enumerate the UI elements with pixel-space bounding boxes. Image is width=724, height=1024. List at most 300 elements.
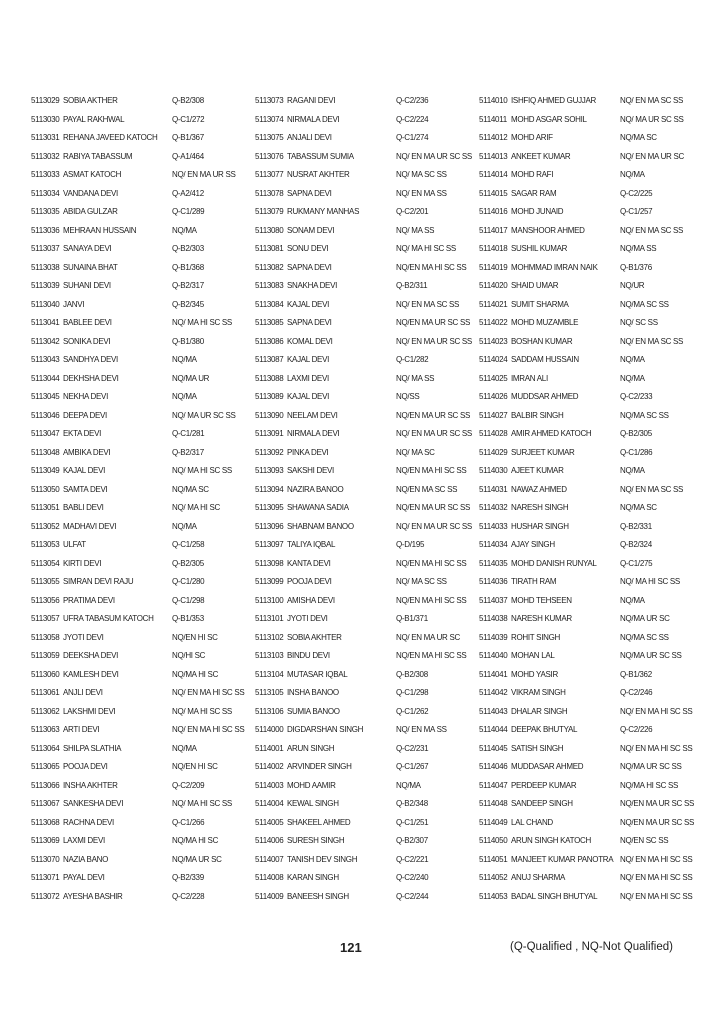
table-row bbox=[255, 225, 480, 244]
candidate-name: SAMTA DEVI bbox=[63, 484, 108, 494]
roll-number: 5113035 bbox=[31, 207, 60, 216]
table-row bbox=[479, 761, 704, 780]
roll-number: 5113046 bbox=[31, 410, 60, 420]
roll-number: 5114018 bbox=[479, 244, 508, 253]
roll-number: 5113064 bbox=[31, 743, 60, 753]
table-row bbox=[479, 114, 704, 133]
candidate-name: PINKA DEVI bbox=[287, 447, 329, 457]
result-status: NQ/ EN MA HI SC SS bbox=[172, 725, 245, 734]
roll-number: 5114041 bbox=[479, 669, 508, 679]
candidate-name: HUSHAR SINGH bbox=[511, 521, 569, 531]
result-status: Q-B2/305 bbox=[620, 429, 652, 438]
table-row bbox=[479, 539, 704, 558]
result-status: Q-C2/225 bbox=[620, 188, 653, 198]
candidate-name: SANDEEP SINGH bbox=[511, 799, 573, 808]
candidate-name: NARESH SINGH bbox=[511, 503, 569, 512]
table-row bbox=[255, 428, 480, 447]
roll-number: 5113077 bbox=[255, 170, 284, 179]
roll-number: 5113098 bbox=[255, 558, 284, 568]
candidate-name: SANDHYA DEVI bbox=[63, 355, 118, 364]
table-row bbox=[479, 465, 704, 484]
result-status: Q-B2/308 bbox=[396, 669, 428, 679]
result-status: NQ/ MA SS bbox=[396, 373, 435, 383]
roll-number: 5113095 bbox=[255, 503, 284, 512]
roll-number: 5113045 bbox=[31, 392, 60, 401]
roll-number: 5113059 bbox=[31, 651, 60, 660]
table-row bbox=[31, 539, 256, 558]
result-status: NQ/EN MA SC SS bbox=[396, 484, 458, 494]
table-row bbox=[479, 558, 704, 577]
candidate-name: EKTA DEVI bbox=[63, 429, 102, 438]
result-status: NQ/EN MA HI SC SS bbox=[396, 595, 467, 605]
roll-number: 5114000 bbox=[255, 725, 284, 734]
candidate-name: KARAN SINGH bbox=[287, 873, 339, 882]
table-row bbox=[255, 354, 480, 373]
candidate-name: SAPNA DEVI bbox=[287, 318, 332, 327]
result-status: Q-B2/324 bbox=[620, 540, 652, 549]
result-status: Q-C2/209 bbox=[172, 780, 205, 790]
result-status: NQ/EN HI SC bbox=[172, 762, 218, 771]
roll-number: 5113084 bbox=[255, 299, 284, 309]
table-row bbox=[255, 539, 480, 558]
result-status: NQ/MA UR SC SS bbox=[620, 762, 682, 771]
candidate-name: SHABNAM BANOO bbox=[287, 521, 354, 531]
table-row bbox=[31, 317, 256, 336]
roll-number: 5113030 bbox=[31, 114, 60, 124]
roll-number: 5113051 bbox=[31, 503, 60, 512]
candidate-name: IMRAN ALI bbox=[511, 373, 548, 383]
result-status: Q-C1/289 bbox=[172, 207, 205, 216]
table-row bbox=[479, 743, 704, 762]
table-row bbox=[255, 761, 480, 780]
roll-number: 5113041 bbox=[31, 318, 60, 327]
table-row bbox=[31, 391, 256, 410]
table-row bbox=[255, 169, 480, 188]
table-row bbox=[31, 650, 256, 669]
candidate-name: INSHA BANOO bbox=[287, 688, 339, 697]
roll-number: 5114012 bbox=[479, 133, 508, 142]
candidate-name: POOJA DEVI bbox=[63, 762, 108, 771]
roll-number: 5113048 bbox=[31, 447, 60, 457]
table-row bbox=[479, 595, 704, 614]
result-status: NQ/MA bbox=[172, 355, 197, 364]
candidate-name: MEHRAAN HUSSAIN bbox=[63, 225, 137, 235]
table-row bbox=[255, 114, 480, 133]
candidate-name: BABLEE DEVI bbox=[63, 318, 112, 327]
table-row bbox=[255, 872, 480, 891]
candidate-name: NAWAZ AHMED bbox=[511, 484, 567, 494]
table-row bbox=[479, 428, 704, 447]
roll-number: 5113093 bbox=[255, 466, 284, 475]
roll-number: 5114006 bbox=[255, 836, 284, 845]
roll-number: 5113097 bbox=[255, 540, 284, 549]
roll-number: 5114044 bbox=[479, 725, 508, 734]
candidate-name: ABIDA GULZAR bbox=[63, 207, 118, 216]
roll-number: 5113066 bbox=[31, 780, 60, 790]
roll-number: 5114017 bbox=[479, 225, 508, 235]
result-status: Q-C1/298 bbox=[396, 688, 429, 697]
candidate-name: SONAM DEVI bbox=[287, 225, 335, 235]
result-status: NQ/MA UR SC SS bbox=[620, 651, 682, 660]
result-status: NQ/ EN MA HI SC SS bbox=[620, 873, 693, 882]
candidate-name: BALBIR SINGH bbox=[511, 410, 564, 420]
candidate-name: ARTI DEVI bbox=[63, 725, 100, 734]
candidate-name: ARUN SINGH bbox=[287, 743, 335, 753]
roll-number: 5113088 bbox=[255, 373, 284, 383]
candidate-name: SOBIA AKTHER bbox=[63, 96, 118, 105]
candidate-name: PRATIMA DEVI bbox=[63, 595, 115, 605]
roll-number: 5114001 bbox=[255, 743, 284, 753]
table-row bbox=[255, 558, 480, 577]
result-status: NQ/ MA UR SC SS bbox=[172, 410, 236, 420]
candidate-name: LAKSHMI DEVI bbox=[63, 706, 116, 716]
roll-number: 5114043 bbox=[479, 706, 508, 716]
table-row bbox=[255, 502, 480, 521]
table-row bbox=[255, 706, 480, 725]
result-status: NQ/ MA HI SC SS bbox=[172, 318, 232, 327]
table-row bbox=[31, 632, 256, 651]
table-row bbox=[31, 576, 256, 595]
table-row bbox=[31, 835, 256, 854]
roll-number: 5114048 bbox=[479, 799, 508, 808]
table-row bbox=[255, 280, 480, 299]
table-row bbox=[31, 299, 256, 318]
candidate-name: SURESH SINGH bbox=[287, 836, 345, 845]
table-row bbox=[479, 502, 704, 521]
roll-number: 5113044 bbox=[31, 373, 60, 383]
table-row bbox=[479, 206, 704, 225]
result-status: NQ/ EN MA SC SS bbox=[620, 336, 684, 346]
roll-number: 5114004 bbox=[255, 799, 284, 808]
candidate-name: PAYAL RAKHWAL bbox=[63, 114, 125, 124]
roll-number: 5114035 bbox=[479, 558, 508, 568]
roll-number: 5113038 bbox=[31, 262, 60, 272]
table-row bbox=[31, 891, 256, 910]
roll-number: 5113029 bbox=[31, 96, 60, 105]
roll-number: 5114015 bbox=[479, 188, 508, 198]
table-row bbox=[479, 576, 704, 595]
roll-number: 5113085 bbox=[255, 318, 284, 327]
result-status: NQ/EN MA HI SC SS bbox=[396, 262, 467, 272]
roll-number: 5113031 bbox=[31, 133, 60, 142]
roll-number: 5113060 bbox=[31, 669, 60, 679]
candidate-name: ANJALI DEVI bbox=[287, 133, 332, 142]
table-row bbox=[479, 613, 704, 632]
candidate-name: BABLI DEVI bbox=[63, 503, 104, 512]
table-row bbox=[31, 687, 256, 706]
result-status: NQ/UR bbox=[620, 281, 645, 290]
table-row bbox=[31, 243, 256, 262]
candidate-name: DEEKSHA DEVI bbox=[63, 651, 119, 660]
table-row bbox=[479, 447, 704, 466]
result-status: Q-B1/371 bbox=[396, 614, 428, 623]
result-status: NQ/MA SC SS bbox=[620, 632, 669, 642]
table-row bbox=[31, 95, 256, 114]
candidate-name: AYESHA BASHIR bbox=[63, 891, 123, 901]
table-row bbox=[31, 484, 256, 503]
candidate-name: REHANA JAVEED KATOCH bbox=[63, 133, 158, 142]
roll-number: 5114007 bbox=[255, 854, 284, 864]
candidate-name: NAZIRA BANOO bbox=[287, 484, 344, 494]
table-row bbox=[255, 151, 480, 170]
result-status: Q-A2/412 bbox=[172, 188, 204, 198]
roll-number: 5113053 bbox=[31, 540, 60, 549]
table-row bbox=[479, 521, 704, 540]
roll-number: 5114040 bbox=[479, 651, 508, 660]
result-status: Q-C1/280 bbox=[172, 577, 205, 586]
roll-number: 5114051 bbox=[479, 854, 508, 864]
roll-number: 5113061 bbox=[31, 688, 60, 697]
result-status: Q-B1/368 bbox=[172, 262, 204, 272]
result-status: Q-C1/282 bbox=[396, 355, 429, 364]
candidate-name: INSHA AKHTER bbox=[63, 780, 118, 790]
table-row bbox=[31, 465, 256, 484]
roll-number: 5113106 bbox=[255, 706, 284, 716]
table-row bbox=[31, 447, 256, 466]
candidate-name: AMBIKA DEVI bbox=[63, 447, 111, 457]
table-row bbox=[31, 188, 256, 207]
result-status: NQ/ MA UR SC SS bbox=[620, 114, 684, 124]
roll-number: 5114029 bbox=[479, 447, 508, 457]
candidate-name: DIGDARSHAN SINGH bbox=[287, 725, 364, 734]
candidate-name: SUHANI DEVI bbox=[63, 281, 111, 290]
result-status: Q-C1/275 bbox=[620, 558, 653, 568]
candidate-name: MOHD MUZAMBLE bbox=[511, 318, 579, 327]
result-status: Q-C2/233 bbox=[620, 392, 653, 401]
table-row bbox=[479, 317, 704, 336]
roll-number: 5113069 bbox=[31, 836, 60, 845]
table-row bbox=[31, 206, 256, 225]
candidate-name: SIMRAN DEVI RAJU bbox=[63, 577, 134, 586]
table-row bbox=[479, 225, 704, 244]
table-row bbox=[255, 336, 480, 355]
roll-number: 5113080 bbox=[255, 225, 284, 235]
result-status: Q-C2/221 bbox=[396, 854, 429, 864]
table-row bbox=[31, 872, 256, 891]
roll-number: 5114024 bbox=[479, 355, 508, 364]
result-status: Q-A1/464 bbox=[172, 151, 204, 161]
candidate-name: KAJAL DEVI bbox=[63, 466, 106, 475]
result-status: Q-C2/244 bbox=[396, 891, 429, 901]
table-row bbox=[31, 780, 256, 799]
roll-number: 5113082 bbox=[255, 262, 284, 272]
result-status: Q-C1/298 bbox=[172, 595, 205, 605]
table-row bbox=[255, 669, 480, 688]
table-row bbox=[31, 724, 256, 743]
result-status: Q-B2/331 bbox=[620, 521, 652, 531]
table-row bbox=[31, 410, 256, 429]
roll-number: 5114033 bbox=[479, 521, 508, 531]
table-row bbox=[255, 650, 480, 669]
result-status: Q-C2/236 bbox=[396, 96, 429, 105]
candidate-name: AJAY SINGH bbox=[511, 540, 555, 549]
candidate-name: SAPNA DEVI bbox=[287, 188, 332, 198]
result-status: Q-B2/345 bbox=[172, 299, 204, 309]
candidate-name: ISHFIQ AHMED GUJJAR bbox=[511, 96, 596, 105]
roll-number: 5114031 bbox=[479, 484, 508, 494]
roll-number: 5113040 bbox=[31, 299, 60, 309]
candidate-name: KAJAL DEVI bbox=[287, 299, 330, 309]
roll-number: 5113092 bbox=[255, 447, 284, 457]
roll-number: 5113047 bbox=[31, 429, 60, 438]
table-row bbox=[255, 484, 480, 503]
candidate-name: NUSRAT AKHTER bbox=[287, 170, 350, 179]
candidate-name: SUSHIL KUMAR bbox=[511, 244, 568, 253]
results-column-1 bbox=[31, 95, 256, 909]
roll-number: 5113063 bbox=[31, 725, 60, 734]
roll-number: 5113086 bbox=[255, 336, 284, 346]
roll-number: 5114036 bbox=[479, 577, 508, 586]
result-status: Q-C1/266 bbox=[172, 817, 205, 827]
roll-number: 5113099 bbox=[255, 577, 284, 586]
roll-number: 5113055 bbox=[31, 577, 60, 586]
table-row bbox=[255, 299, 480, 318]
table-row bbox=[255, 743, 480, 762]
result-status: Q-B2/308 bbox=[172, 96, 204, 105]
result-status: NQ/ EN MA SC SS bbox=[396, 299, 460, 309]
roll-number: 5114042 bbox=[479, 688, 508, 697]
result-status: Q-C2/231 bbox=[396, 743, 429, 753]
candidate-name: SURJEET KUMAR bbox=[511, 447, 575, 457]
roll-number: 5114009 bbox=[255, 891, 284, 901]
result-status: NQ/MA bbox=[620, 170, 645, 179]
roll-number: 5113067 bbox=[31, 799, 60, 808]
result-status: NQ/MA bbox=[172, 225, 197, 235]
result-status: NQ/ EN MA SC SS bbox=[620, 225, 684, 235]
result-status: NQ/ MA SC SS bbox=[396, 170, 447, 179]
table-row bbox=[31, 798, 256, 817]
result-status: NQ/EN MA HI SC SS bbox=[396, 651, 467, 660]
candidate-name: SAPNA DEVI bbox=[287, 262, 332, 272]
result-status: Q-C1/274 bbox=[396, 133, 429, 142]
table-row bbox=[255, 410, 480, 429]
result-status: NQ/MA bbox=[620, 466, 645, 475]
result-status: NQ/ SC SS bbox=[620, 318, 658, 327]
result-status: NQ/MA HI SC bbox=[172, 836, 219, 845]
table-row bbox=[479, 706, 704, 725]
table-row bbox=[255, 687, 480, 706]
table-row bbox=[255, 724, 480, 743]
result-status: NQ/MA HI SC SS bbox=[620, 780, 679, 790]
result-status: NQ/ EN MA HI SC SS bbox=[620, 891, 693, 901]
table-row bbox=[31, 558, 256, 577]
roll-number: 5113096 bbox=[255, 521, 284, 531]
roll-number: 5113102 bbox=[255, 632, 284, 642]
table-row bbox=[479, 354, 704, 373]
candidate-name: POOJA DEVI bbox=[287, 577, 332, 586]
roll-number: 5114037 bbox=[479, 595, 508, 605]
candidate-name: BINDU DEVI bbox=[287, 651, 330, 660]
result-status: Q-B2/317 bbox=[172, 447, 204, 457]
result-status: Q-C1/272 bbox=[172, 114, 205, 124]
table-row bbox=[479, 299, 704, 318]
results-column-2 bbox=[255, 95, 480, 909]
candidate-name: SHAKEEL AHMED bbox=[287, 817, 351, 827]
roll-number: 5113042 bbox=[31, 336, 60, 346]
roll-number: 5114032 bbox=[479, 503, 508, 512]
candidate-name: KAMLESH DEVI bbox=[63, 669, 119, 679]
result-status: NQ/MA bbox=[396, 780, 421, 790]
candidate-name: LAXMI DEVI bbox=[63, 836, 105, 845]
roll-number: 5114002 bbox=[255, 762, 284, 771]
table-row bbox=[479, 280, 704, 299]
table-row bbox=[255, 188, 480, 207]
candidate-name: KAJAL DEVI bbox=[287, 392, 330, 401]
candidate-name: AMIR AHMED KATOCH bbox=[511, 429, 592, 438]
result-status: NQ/MA UR SC bbox=[172, 854, 222, 864]
candidate-name: MOHD TEHSEEN bbox=[511, 595, 572, 605]
roll-number: 5113052 bbox=[31, 521, 60, 531]
result-status: Q-C2/228 bbox=[172, 891, 205, 901]
table-row bbox=[255, 891, 480, 910]
roll-number: 5113071 bbox=[31, 873, 60, 882]
roll-number: 5113068 bbox=[31, 817, 60, 827]
table-row bbox=[255, 835, 480, 854]
candidate-name: SHAID UMAR bbox=[511, 281, 559, 290]
roll-number: 5113033 bbox=[31, 170, 60, 179]
page-number: 121 bbox=[340, 940, 362, 955]
table-row bbox=[31, 262, 256, 281]
roll-number: 5114047 bbox=[479, 780, 508, 790]
candidate-name: SONIKA DEVI bbox=[63, 336, 111, 346]
candidate-name: ANUJ SHARMA bbox=[511, 873, 566, 882]
result-status: NQ/ EN MA HI SC SS bbox=[620, 854, 693, 864]
table-row bbox=[479, 484, 704, 503]
result-status: Q-C2/201 bbox=[396, 207, 429, 216]
roll-number: 5113101 bbox=[255, 614, 284, 623]
candidate-name: RUKMANY MANHAS bbox=[287, 207, 360, 216]
candidate-name: MOHD ARIF bbox=[511, 133, 553, 142]
table-row bbox=[31, 336, 256, 355]
candidate-name: NEELAM DEVI bbox=[287, 410, 338, 420]
candidate-name: ROHIT SINGH bbox=[511, 632, 561, 642]
roll-number: 5114026 bbox=[479, 392, 508, 401]
result-status: Q-B2/348 bbox=[396, 799, 428, 808]
result-status: NQ/MA bbox=[620, 595, 645, 605]
roll-number: 5113104 bbox=[255, 669, 284, 679]
candidate-name: MADHAVI DEVI bbox=[63, 521, 117, 531]
table-row bbox=[255, 780, 480, 799]
result-status: NQ/MA bbox=[172, 392, 197, 401]
result-status: Q-C1/258 bbox=[172, 540, 205, 549]
result-status: NQ/ EN MA SS bbox=[396, 188, 447, 198]
table-row bbox=[479, 410, 704, 429]
roll-number: 5113090 bbox=[255, 410, 284, 420]
roll-number: 5113081 bbox=[255, 244, 284, 253]
table-row bbox=[479, 650, 704, 669]
roll-number: 5113100 bbox=[255, 595, 284, 605]
candidate-name: ANKEET KUMAR bbox=[511, 151, 571, 161]
candidate-name: DHALAR SINGH bbox=[511, 706, 568, 716]
roll-number: 5113039 bbox=[31, 281, 60, 290]
result-status: NQ/ MA HI SC bbox=[172, 503, 220, 512]
table-row bbox=[31, 132, 256, 151]
result-status: NQ/EN MA HI SC SS bbox=[396, 466, 467, 475]
roll-number: 5114019 bbox=[479, 262, 508, 272]
candidate-name: MOHD RAFI bbox=[511, 170, 554, 179]
roll-number: 5114014 bbox=[479, 170, 508, 179]
roll-number: 5114008 bbox=[255, 873, 284, 882]
roll-number: 5114022 bbox=[479, 318, 508, 327]
result-status: Q-B1/380 bbox=[172, 336, 204, 346]
candidate-name: MUDDSAR AHMED bbox=[511, 392, 579, 401]
result-status: Q-B2/305 bbox=[172, 558, 204, 568]
result-status: NQ/ EN MA UR SC bbox=[396, 632, 460, 642]
result-status: NQ/EN MA UR SC SS bbox=[396, 503, 471, 512]
candidate-name: SOBIA AKHTER bbox=[287, 632, 342, 642]
candidate-name: SHAWANA SADIA bbox=[287, 503, 349, 512]
table-row bbox=[255, 465, 480, 484]
